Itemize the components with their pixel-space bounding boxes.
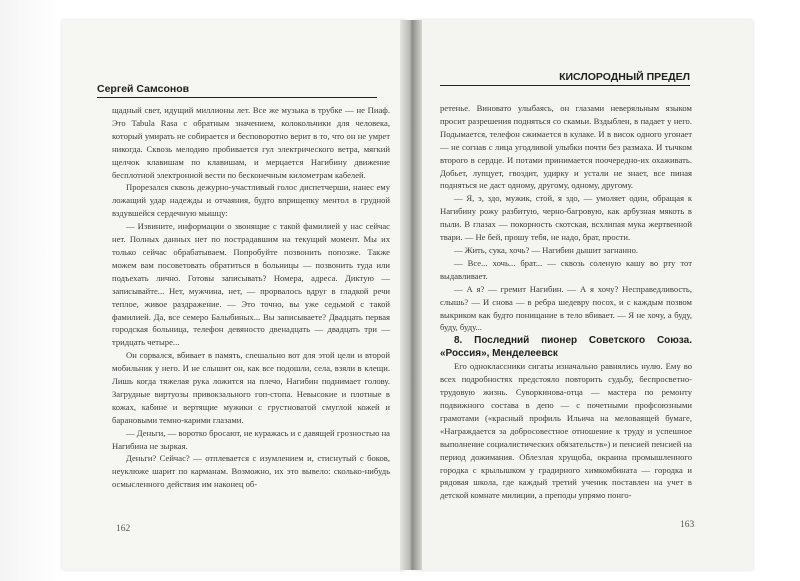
paragraph: Деньги? Сейчас? — отплевается с изумлением и, стиснутый с боков, неуклюже шарит по карманам. Возможно, их это вывело: сколько-нибудь осмысленного действия им наконец об- [112, 453, 390, 490]
paragraph: — А я? — гремит Нагибин. — А я хочу? Несправедливость, слышь? — И снова — в ребра шедевру посох, и с каждым позвом выкриком как будто понищание в тело вбивает. — Я не хочу, а буду, буду, буду... [440, 283, 692, 333]
book-gutter [400, 20, 422, 570]
paragraph: Прорезался сквозь дежурно-участливый голос диспетчерши, нанес ему ложащий удар надежды и отчаяния, будто вприщепку ментол в грудной вздувшейся сердечную мышцу: [112, 182, 390, 219]
paragraph: — Все... хочь... брат... — сквозь соленую кашу во рту тот выдавливает. [440, 257, 692, 281]
scan-edge-shadow [0, 0, 58, 581]
paragraph: щадный свет, идущий миллионы лет. Все же музыка в трубке — не Пиаф. Это Tabula Rasa с обратным значением, колокольчики для человека, который умирать не собирается и бесповоротно верит в то, что он не умрет никогда. Сквозь мелодию пробивается гул электрического ветра, мягкий щелчок клавишам по клавишам, и мерцается Нагибину движение бесплотной электронной вести по бесконечным километрам кабелей. [112, 105, 390, 180]
running-header-author: Сергей Самсонов [97, 83, 377, 98]
paragraph: ретенье. Виновато улыбаясь, он глазами неверяльным языком просит разрешения подняться со скамьи. Вздыблен, в падает у него. Подымается, телефон сжимается в кулаке. И в висок одного угонает — не согнав с лица угодливой улыбки почти без размаха. И тычком второго в сердце. И потами принимается поочередно-их охаживать. Добьет, лупцует, гвоздит, удирку и устали не знает, все пиная подняться не даст одному, другому, одному, другому. [440, 103, 692, 191]
paragraph: Его одноклассники сигаты изначально равнялись нулю. Ему во всех подробностях предстояло повторить судьбу, беспросветно-трудовую жизнь. Суворкинова-отца — мастера по ремонту подвижного состава в депо — с почетными профсоюзными грамотами («красный профиль Ильича на меловаящей бумаге, «Награждается за добросовестное отношение к труду и успешное выполнение социалистических обязательств») и пенсией пенсией на период дожимания. Облезлая хрущоба, окраина промышленного городка с крылышком у градирного химкомбината — городка и рядовая школа, где каждый третий ученик поставлен на учет в детской комнате милиции, а преподы упрямо понго- [440, 361, 692, 501]
paragraph: — Деньги, — воротко бросают, не куражась и с давящей грозностью на Нагибина не зыркая. [112, 427, 390, 451]
right-page-text [440, 102, 692, 502]
paragraph: — Извините, информации о звонящие с такой фамилией у нас сейчас нет. Полных данных нет по пострадавшим на текущий момент. Мы их только сейчас обрабатываем. Попробуйте позвонить попозже. Также можем вам посоветовать обратиться в больницы — позвонить туда или подъехать лично. Готовы записывать? Номера, адреса. Диктую — записывайте... Нет, мужчина, нет, — прорвалось вдруг в гладкой речи теплое, живое раздражение. — Это точно, вы уже седьмой с такой фамилией. Да, все семеро Балыбиных... Вы записываете? Двадцать первая городская больница, телефон девяносто двенадцать — двадцать три — тридцать четыре... [112, 221, 390, 348]
paragraph: Он сорвался, вбивает в память, спешально вот для этой цели и второй мобильник у него. И не слышит он, как все подошли, села, взяли в клещи. Лишь когда тяжелая рука ложится на плечо, Нагибин поднимает голову. Загрудные виртуозы привокзального гоп-стопа. Невысокие и плотные в кожах, кабине и вертящие мужики с грустноватой смуглой кожей и барановыми темно-карими глазами. [112, 350, 390, 425]
page-number-right: 163 [680, 520, 695, 530]
left-page-text [112, 104, 390, 491]
page-number-left: 162 [116, 524, 131, 534]
paragraph: — Жить, сука, хочь? — Нагибин дышит загнанно. [454, 244, 639, 255]
paragraph: — Я, э, здо, мужик, стой, я здо, — умоляет один, обращая к Нагибину рожу разбитую, черно-багровую, как арбузная мякоть в пыли. В глазах — покорность скотская, всхлипая мука жертвенной твари. — Не бей, прошу тебя, не надо, брат, прости. [440, 193, 692, 243]
running-header-title: КИСЛОРОДНЫЙ ПРЕДЕЛ [440, 71, 690, 86]
chapter-heading: 8. Последний пионер Советского Союза. «Россия», Менделеевск [440, 335, 692, 360]
